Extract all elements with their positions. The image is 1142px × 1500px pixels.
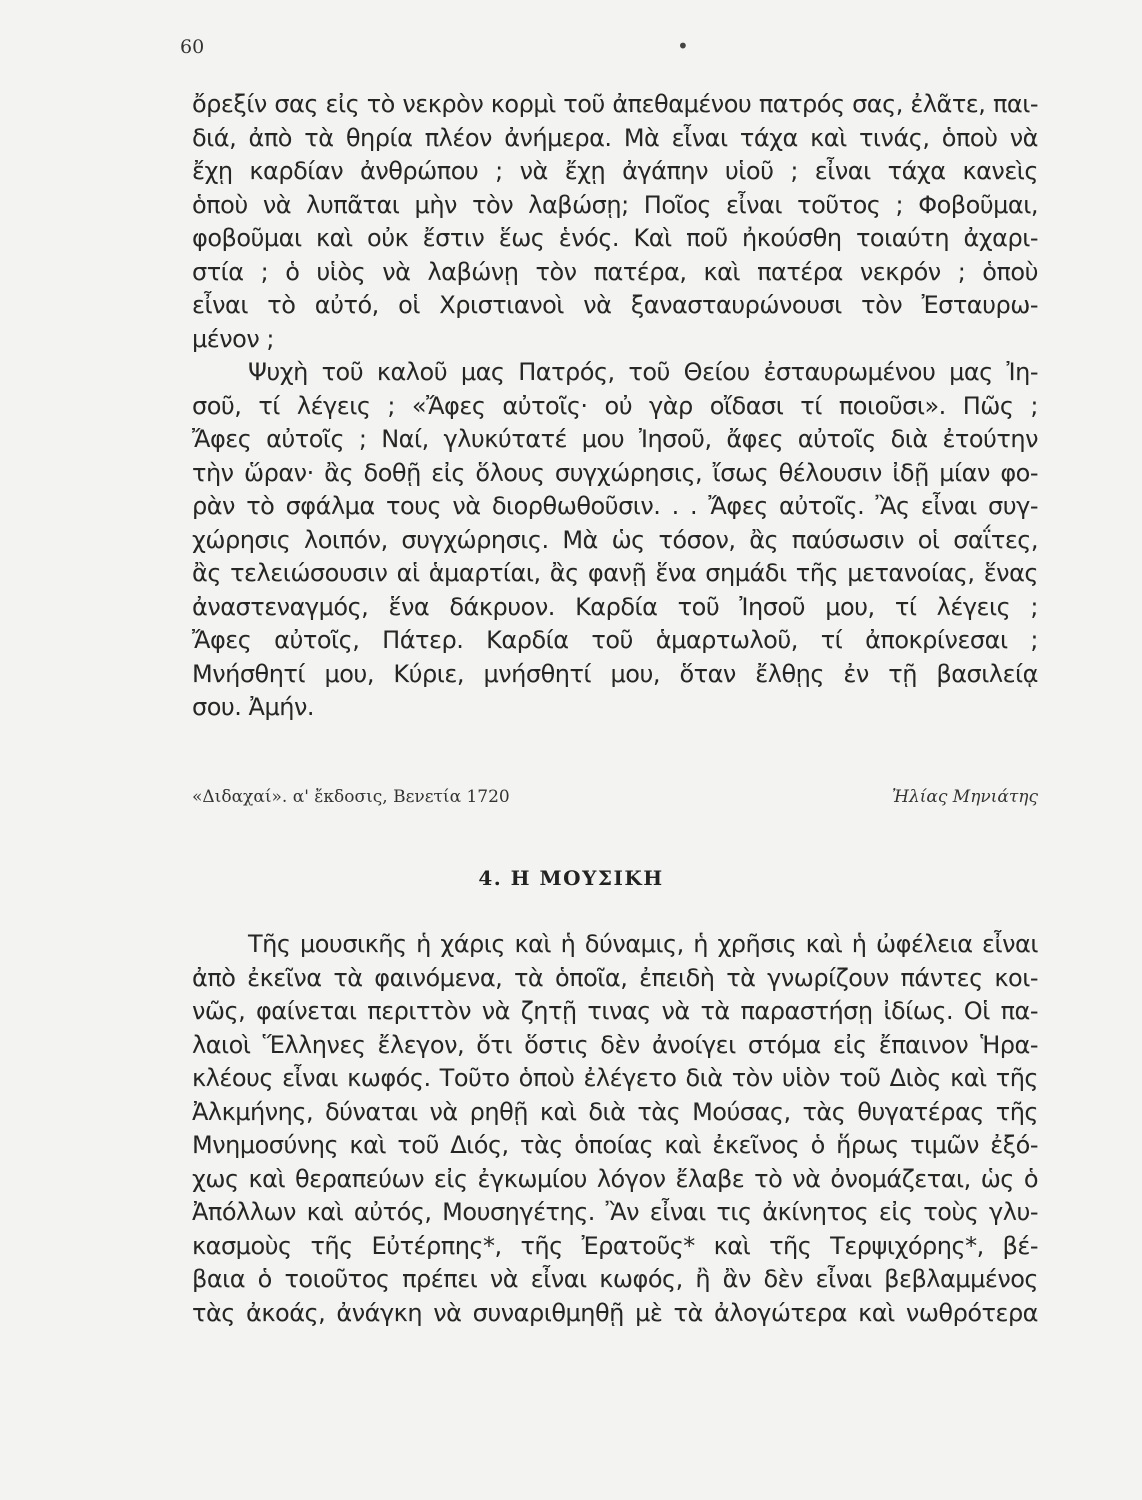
text-line: κλέους εἶναι κωφός. Τοῦτο ὁποὺ ἐλέγετο διὰ τὸν υἱὸν τοῦ Διὸς καὶ τῆς bbox=[192, 1064, 1038, 1092]
text-line: Μνημοσύνης καὶ τοῦ Διός, τὰς ὁποίας καὶ ἐκεῖνος ὁ ἥρως τιμῶν ἐξό- bbox=[192, 1131, 1038, 1159]
section-heading: 4. Η ΜΟΥΣΙΚΗ bbox=[478, 866, 664, 890]
text-line: φοβοῦμαι καὶ οὐκ ἔστιν ἕως ἑνός. Καὶ ποῦ ἠκούσθη τοιαύτη ἀχαρι- bbox=[192, 224, 1038, 252]
text-line: σοῦ, τί λέγεις ; «Ἄφες αὐτοῖς· οὐ γὰρ οἴδασι τί ποιοῦσι». Πῶς ; bbox=[192, 391, 1038, 420]
text-line: στία ; ὁ υἱὸς νὰ λαβώνῃ τὸν πατέρα, καὶ πατέρα νεκρόν ; ὁποὺ bbox=[192, 257, 1038, 286]
text-line: σου. Ἀμήν. bbox=[192, 693, 314, 721]
text-line: ἀπὸ ἐκεῖνα τὰ φαινόμενα, τὰ ὁποῖα, ἐπειδὴ τὰ γνωρίζουν πάντες κοι- bbox=[192, 963, 1038, 992]
printer-mark: • bbox=[677, 34, 689, 58]
paragraph-3 bbox=[192, 928, 1038, 1330]
text-line: εἶναι τὸ αὐτό, οἱ Χριστιανοὶ νὰ ξανασταυρώνουσι τὸν Ἐσταυρω- bbox=[192, 291, 1038, 319]
source-attribution bbox=[192, 787, 1038, 813]
text-line: χως καὶ θεραπεύων εἰς ἐγκωμίου λόγον ἔλαβε τὸ νὰ ὀνομάζεται, ὡς ὁ bbox=[192, 1164, 1038, 1193]
text-line: κασμοὺς τῆς Εὐτέρπης*, τῆς Ἐρατοῦς* καὶ τῆς Τερψιχόρης*, βέ- bbox=[192, 1231, 1038, 1260]
text-line: νῶς, φαίνεται περιττὸν νὰ ζητῇ τινας νὰ τὰ παραστήσῃ ἰδίως. Οἱ πα- bbox=[192, 997, 1038, 1025]
text-line: χώρησις λοιπόν, συγχώρησις. Μὰ ὡς τόσον, ἂς παύσωσιν οἱ σαΐτες, bbox=[192, 525, 1038, 554]
text-line: Ἀλκμήνης, δύναται νὰ ρηθῇ καὶ διὰ τὰς Μούσας, τὰς θυγατέρας τῆς bbox=[192, 1097, 1038, 1126]
text-line: τὰς ἀκοάς, ἀνάγκη νὰ συναριθμηθῇ μὲ τὰ ἀλογώτερα καὶ νωθρότερα bbox=[192, 1298, 1038, 1327]
source-citation: «Διδαχαί». α' ἔκδοσις, Βενετία 1720 bbox=[192, 787, 510, 807]
text-line: διά, ἀπὸ τὰ θηρία πλέον ἀνήμερα. Μὰ εἶναι τάχα καὶ τινάς, ὁποὺ νὰ bbox=[192, 123, 1038, 152]
paragraph-1 bbox=[192, 88, 1038, 356]
text-line: Ψυχὴ τοῦ καλοῦ μας Πατρός, τοῦ Θείου ἐσταυρωμένου μας Ἰη- bbox=[248, 358, 1038, 386]
text-line: ἂς τελειώσουσιν αἱ ἁμαρτίαι, ἂς φανῇ ἕνα σημάδι τῆς μετανοίας, ἕνας bbox=[192, 559, 1038, 587]
text-line: μένον ; bbox=[192, 324, 274, 353]
text-line: Μνήσθητί μου, Κύριε, μνήσθητί μου, ὅταν ἔλθῃς ἐν τῇ βασιλείᾳ bbox=[192, 659, 1038, 688]
text-line: Τῆς μουσικῆς ἡ χάρις καὶ ἡ δύναμις, ἡ χρῆσις καὶ ἡ ὠφέλεια εἶναι bbox=[248, 930, 1038, 958]
text-line: ἀναστεναγμός, ἕνα δάκρυον. Καρδία τοῦ Ἰησοῦ μου, τί λέγεις ; bbox=[192, 592, 1038, 621]
text-line: Ἄφες αὐτοῖς ; Ναί, γλυκύτατέ μου Ἰησοῦ, ἄφες αὐτοῖς διὰ ἐτούτην bbox=[192, 425, 1038, 453]
text-line: λαιοὶ Ἕλληνες ἔλεγον, ὅτι ὅστις δὲν ἀνοίγει στόμα εἰς ἔπαινον Ἡρα- bbox=[192, 1030, 1038, 1059]
text-line: τὴν ὥραν· ἂς δοθῇ εἰς ὅλους συγχώρησις, ἴσως θέλουσιν ἰδῇ μίαν φο- bbox=[192, 458, 1038, 487]
text-line: Ἀπόλλων καὶ αὐτός, Μουσηγέτης. Ἂν εἶναι τις ἀκίνητος εἰς τοὺς γλυ- bbox=[192, 1198, 1038, 1226]
text-line: ὁποὺ νὰ λυπᾶται μὴν τὸν λαβώσῃ; Ποῖος εἶναι τοῦτος ; Φοβοῦμαι, bbox=[192, 190, 1038, 219]
text-line: ἔχῃ καρδίαν ἀνθρώπου ; νὰ ἔχῃ ἀγάπην υἱοῦ ; εἶναι τάχα κανεὶς bbox=[192, 157, 1038, 185]
text-line: ρὰν τὸ σφάλμα τους νὰ διορθωθοῦσιν. . . Ἄφες αὐτοῖς. Ἂς εἶναι συγ- bbox=[192, 492, 1038, 520]
page-number: 60 bbox=[180, 36, 205, 58]
source-author: Ἠλίας Μηνιάτης bbox=[892, 787, 1038, 807]
text-line: βαια ὁ τοιοῦτος πρέπει νὰ εἶναι κωφός, ἢ ἂν δὲν εἶναι βεβλαμμένος bbox=[192, 1265, 1038, 1293]
text-line: Ἄφες αὐτοῖς, Πάτερ. Καρδία τοῦ ἁμαρτωλοῦ, τί ἀποκρίνεσαι ; bbox=[192, 626, 1038, 654]
paragraph-2 bbox=[192, 356, 1038, 725]
text-line: ὄρεξίν σας εἰς τὸ νεκρὸν κορμὶ τοῦ ἀπεθαμένου πατρός σας, ἐλᾶτε, παι- bbox=[192, 90, 1038, 118]
